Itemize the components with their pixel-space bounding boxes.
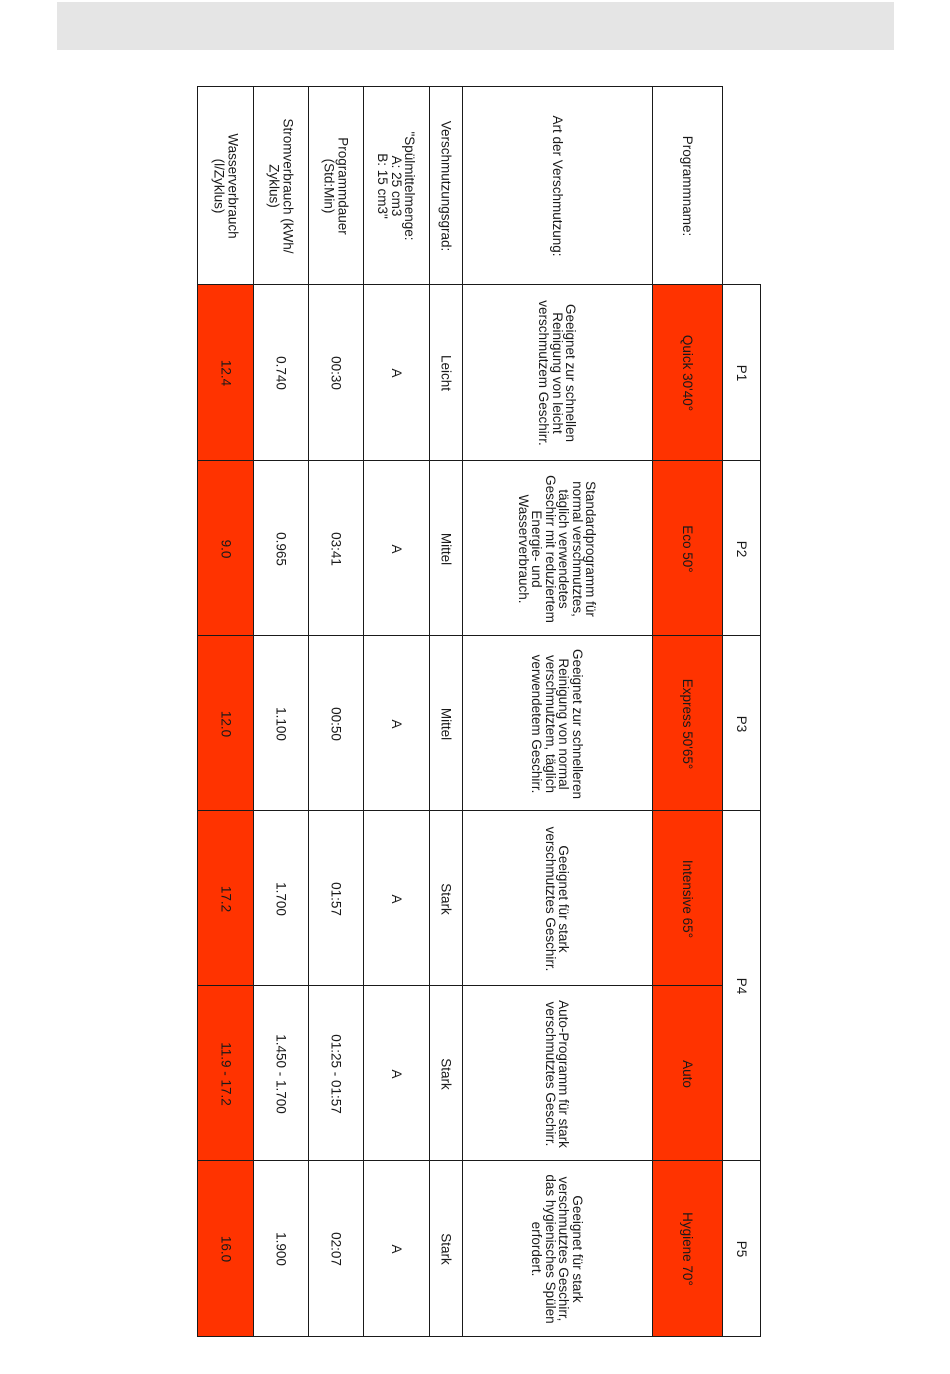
energy-cell: 1.100 [252, 635, 309, 812]
row-label-water: Wasserverbrauch (l/Zyklus) [197, 86, 254, 286]
energy-cell: 1.700 [252, 810, 309, 987]
row-label-soil-type: Art der Verschmutzung: [461, 86, 653, 286]
column-header-p4 [721, 810, 761, 1162]
duration-cell: 00:30 [307, 284, 364, 462]
water-cell: 9.0 [197, 460, 254, 637]
water-cell: 16.0 [197, 1160, 254, 1337]
duration-cell: 03:41 [307, 460, 364, 637]
program-name-cell: Express 50'65° [651, 635, 723, 812]
detergent-cell: A [362, 635, 430, 812]
duration-cell: 02:07 [307, 1160, 364, 1337]
soil-level-cell: Leicht [428, 284, 463, 462]
column-header-label: P3 [733, 715, 749, 732]
program-name-cell: Hygiene 70° [651, 1160, 723, 1337]
soil-level-cell: Stark [428, 985, 463, 1162]
energy-cell: 1.450 - 1.700 [252, 985, 309, 1162]
row-label-soil-level: Verschmutzungsgrad: [428, 86, 463, 286]
row-label-energy: Stromverbrauch (kWh/ Zyklus) [252, 86, 309, 286]
energy-cell: 0.740 [252, 284, 309, 462]
column-header-p2 [721, 460, 761, 637]
energy-cell: 1.900 [252, 1160, 309, 1337]
water-cell: 17.2 [197, 810, 254, 987]
soil-level-cell: Mittel [428, 635, 463, 812]
detergent-cell: A [362, 1160, 430, 1337]
water-cell: 12.0 [197, 635, 254, 812]
page-header-bar [57, 2, 894, 50]
duration-cell: 01:57 [307, 810, 364, 987]
row-label-program-name: Programmname: [651, 86, 723, 286]
soil-type-cell: Geeignet zur schnellen Reinigung von leicht verschmutzem Geschirr. [461, 284, 653, 462]
duration-cell: 01:25 - 01:57 [307, 985, 364, 1162]
detergent-cell: A [362, 460, 430, 637]
row-label-detergent: "Spülmittelmenge: A: 25 cm3 B: 15 cm3" [362, 86, 430, 286]
program-name-cell: Quick 30'40° [651, 284, 723, 462]
soil-level-cell: Stark [428, 810, 463, 987]
soil-type-cell: Auto-Programm für stark verschmutztes Geschirr. [461, 985, 653, 1162]
corner-empty-cell [721, 86, 761, 286]
water-cell: 11.9 - 17.2 [197, 985, 254, 1162]
soil-level-cell: Stark [428, 1160, 463, 1337]
water-cell: 12.4 [197, 284, 254, 462]
detergent-cell: A [362, 810, 430, 987]
column-header-label: P4 [733, 977, 749, 995]
column-header-p3 [721, 635, 761, 812]
column-header-label: P1 [733, 364, 749, 382]
column-header-label: P2 [733, 540, 749, 557]
detergent-cell: A [362, 284, 430, 462]
soil-level-cell: Mittel [428, 460, 463, 637]
column-header-p1 [721, 284, 761, 462]
soil-type-cell: Geeignet für stark verschmutztes Geschirr. [461, 810, 653, 987]
program-name-cell: Eco 50° [651, 460, 723, 637]
program-table [197, 86, 761, 1337]
soil-type-cell: Standardprogramm für normal verschmutztes, täglich verwendetes Geschirr mit reduziertem Energie- und Wasserverbrauch. [461, 460, 653, 637]
soil-type-cell: Geeignet für stark verschmutztes Geschirr, das hygienisches Spülen erfordert. [461, 1160, 653, 1337]
program-name-cell: Intensive 65° [651, 810, 723, 987]
soil-type-cell: Geeignet zur schnelleren Reinigung von normal verschmutztem, täglich verwendetem Geschirr. [461, 635, 653, 812]
energy-cell: 0.965 [252, 460, 309, 637]
column-header-label: P5 [733, 1240, 749, 1257]
row-label-duration: Programmdauer (Std:Min) [307, 86, 364, 286]
program-name-cell: Auto [651, 985, 723, 1162]
detergent-cell: A [362, 985, 430, 1162]
column-header-p5 [721, 1160, 761, 1337]
duration-cell: 00:50 [307, 635, 364, 812]
